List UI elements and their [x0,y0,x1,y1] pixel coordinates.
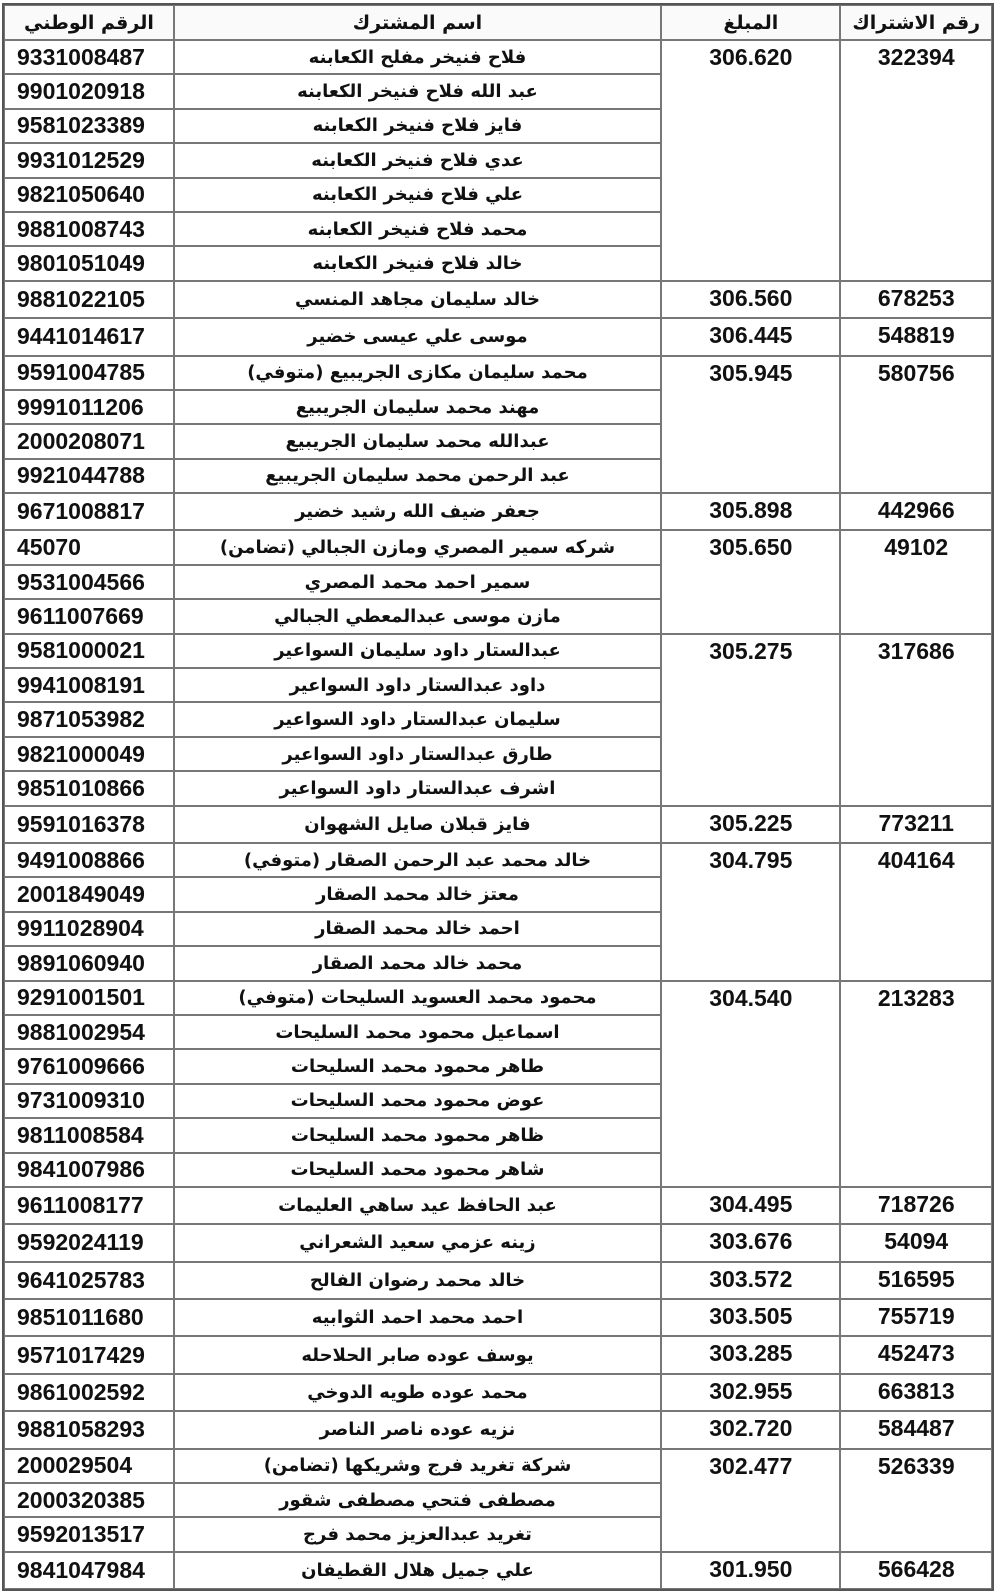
subscription-number: 718726 [840,1187,992,1224]
subscriber-name: عوض محمود محمد السليحات [174,1084,661,1118]
subscriber-name: زينه عزمي سعيد الشعراني [174,1224,661,1261]
national-id: 9881058293 [4,1411,174,1448]
national-id: 9891060940 [4,946,174,980]
amount: 305.898 [661,493,840,530]
national-id: 9611008177 [4,1187,174,1224]
table-row [4,493,992,530]
subscriber-name: اشرف عبدالستار داود السواعير [174,771,661,805]
amount: 306.620 [661,40,840,281]
subscription-number: 773211 [840,806,992,843]
header-amount: المبلغ [661,5,840,40]
subscriber-name: محمد عوده طويه الدوخي [174,1374,661,1411]
subscriber-name: طارق عبدالستار داود السواعير [174,737,661,771]
national-id: 9581023389 [4,109,174,143]
national-id: 9901020918 [4,74,174,108]
national-id: 9841047984 [4,1552,174,1589]
subscriber-name: محمد سليمان مكازى الجريبيع (متوفي) [174,356,661,390]
amount: 303.505 [661,1299,840,1336]
subscription-number: 213283 [840,981,992,1187]
table-row [4,1187,992,1224]
national-id: 9801051049 [4,246,174,280]
national-id: 9851011680 [4,1299,174,1336]
national-id: 9331008487 [4,40,174,74]
subscriber-name: فايز فلاح فنيخر الكعابنه [174,109,661,143]
subscriber-name: يوسف عوده صابر الحلاحله [174,1336,661,1373]
amount: 306.445 [661,318,840,355]
national-id: 9291001501 [4,981,174,1015]
national-id: 9811008584 [4,1118,174,1152]
table-row [4,318,992,355]
national-id: 9761009666 [4,1049,174,1083]
subscription-number: 516595 [840,1262,992,1299]
national-id: 9921044788 [4,459,174,493]
subscriber-name: عدي فلاح فنيخر الكعابنه [174,143,661,177]
subscriber-name: نزيه عوده ناصر الناصر [174,1411,661,1448]
amount: 306.560 [661,281,840,318]
national-id: 9931012529 [4,143,174,177]
amount: 305.225 [661,806,840,843]
national-id: 9592024119 [4,1224,174,1261]
subscriber-name: مازن موسى عبدالمعطي الجبالي [174,599,661,633]
subscription-number: 54094 [840,1224,992,1261]
subscriber-name: جعفر ضيف الله رشيد خضير [174,493,661,530]
amount: 302.955 [661,1374,840,1411]
national-id: 9821000049 [4,737,174,771]
subscriber-name: شركة تغريد فرج وشريكها (تضامن) [174,1449,661,1483]
subscription-number: 49102 [840,530,992,633]
subscriber-name: عبدالستار داود سليمان السواعير [174,634,661,668]
amount: 301.950 [661,1552,840,1589]
subscriber-name: مصطفى فتحي مصطفى شقور [174,1483,661,1517]
table-row [4,806,992,843]
subscriber-name: شركه سمير المصري ومازن الجبالي (تضامن) [174,530,661,564]
subscription-number: 526339 [840,1449,992,1552]
subscriber-name: عبدالله محمد سليمان الجريبيع [174,424,661,458]
subscriber-name: محمد خالد محمد الصقار [174,946,661,980]
amount: 305.275 [661,634,840,806]
table-header-row [4,5,992,40]
national-id: 9871053982 [4,702,174,736]
table-row [4,281,992,318]
amount: 302.477 [661,1449,840,1552]
amount: 303.285 [661,1336,840,1373]
national-id: 9591016378 [4,806,174,843]
subscription-number: 580756 [840,356,992,494]
subscription-number: 755719 [840,1299,992,1336]
national-id: 2000320385 [4,1483,174,1517]
subscriber-name: فلاح فنيخر مفلح الكعابنه [174,40,661,74]
national-id: 9671008817 [4,493,174,530]
subscribers-table [2,3,994,1591]
subscription-number: 442966 [840,493,992,530]
subscriber-name: شاهر محمود محمد السليحات [174,1153,661,1187]
subscriber-name: محمد فلاح فنيخر الكعابنه [174,212,661,246]
amount: 302.720 [661,1411,840,1448]
national-id: 9491008866 [4,843,174,877]
subscriber-name: احمد محمد احمد الثوابيه [174,1299,661,1336]
national-id: 9881022105 [4,281,174,318]
subscription-number: 566428 [840,1552,992,1589]
table-row [4,40,992,74]
national-id: 45070 [4,530,174,564]
subscription-number: 404164 [840,843,992,981]
national-id: 9851010866 [4,771,174,805]
amount: 305.945 [661,356,840,494]
header-name: اسم المشترك [174,5,661,40]
national-id: 9731009310 [4,1084,174,1118]
subscriber-name: سليمان عبدالستار داود السواعير [174,702,661,736]
subscriber-name: عبد الحافظ عيد ساهي العليمات [174,1187,661,1224]
subscription-number: 678253 [840,281,992,318]
national-id: 9911028904 [4,912,174,946]
table-row [4,843,992,877]
subscription-number: 548819 [840,318,992,355]
subscriber-name: خالد سليمان مجاهد المنسي [174,281,661,318]
table-row [4,356,992,390]
national-id: 9531004566 [4,565,174,599]
subscription-number: 317686 [840,634,992,806]
amount: 304.795 [661,843,840,981]
subscriber-name: خالد محمد رضوان الفالح [174,1262,661,1299]
national-id: 9991011206 [4,390,174,424]
subscriber-name: طاهر محمود محمد السليحات [174,1049,661,1083]
national-id: 9941008191 [4,668,174,702]
national-id: 9611007669 [4,599,174,633]
subscriber-name: داود عبدالستار داود السواعير [174,668,661,702]
table-body [4,40,992,1589]
national-id: 9592013517 [4,1517,174,1551]
national-id: 9881008743 [4,212,174,246]
national-id: 2000208071 [4,424,174,458]
national-id: 9571017429 [4,1336,174,1373]
subscriber-name: اسماعيل محمود محمد السليحات [174,1015,661,1049]
national-id: 200029504 [4,1449,174,1483]
table-row [4,634,992,668]
subscriber-name: محمود محمد العسويد السليحات (متوفي) [174,981,661,1015]
table-row [4,1224,992,1261]
subscription-number: 452473 [840,1336,992,1373]
national-id: 9641025783 [4,1262,174,1299]
table-row [4,1262,992,1299]
amount: 303.572 [661,1262,840,1299]
subscription-number: 663813 [840,1374,992,1411]
subscription-number: 584487 [840,1411,992,1448]
table-row [4,530,992,564]
subscription-number: 322394 [840,40,992,281]
national-id: 9841007986 [4,1153,174,1187]
amount: 305.650 [661,530,840,633]
subscriber-name: مهند محمد سليمان الجريبيع [174,390,661,424]
subscriber-name: ظاهر محمود محمد السليحات [174,1118,661,1152]
amount: 303.676 [661,1224,840,1261]
subscriber-name: احمد خالد محمد الصقار [174,912,661,946]
subscriber-name: علي جميل هلال القطيفان [174,1552,661,1589]
table-row [4,1299,992,1336]
national-id: 9441014617 [4,318,174,355]
subscriber-name: عبد الرحمن محمد سليمان الجريبيع [174,459,661,493]
subscriber-name: معتز خالد محمد الصقار [174,877,661,911]
table-row [4,1411,992,1448]
national-id: 9581000021 [4,634,174,668]
subscriber-name: سمير احمد محمد المصري [174,565,661,599]
table-row [4,1449,992,1483]
subscriber-name: عبد الله فلاح فنيخر الكعابنه [174,74,661,108]
header-subscription-no: رقم الاشتراك [840,5,992,40]
subscriber-name: تغريد عبدالعزيز محمد فرج [174,1517,661,1551]
subscriber-name: علي فلاح فنيخر الكعابنه [174,178,661,212]
header-national-id: الرقم الوطني [4,5,174,40]
national-id: 9861002592 [4,1374,174,1411]
national-id: 9881002954 [4,1015,174,1049]
table-row [4,1336,992,1373]
national-id: 2001849049 [4,877,174,911]
table-row [4,981,992,1015]
subscriber-name: فايز قبلان صايل الشهوان [174,806,661,843]
table-row [4,1374,992,1411]
national-id: 9821050640 [4,178,174,212]
amount: 304.540 [661,981,840,1187]
subscriber-name: موسى علي عيسى خضير [174,318,661,355]
subscriber-name: خالد فلاح فنيخر الكعابنه [174,246,661,280]
subscriber-name: خالد محمد عبد الرحمن الصقار (متوفي) [174,843,661,877]
national-id: 9591004785 [4,356,174,390]
table-row [4,1552,992,1589]
amount: 304.495 [661,1187,840,1224]
